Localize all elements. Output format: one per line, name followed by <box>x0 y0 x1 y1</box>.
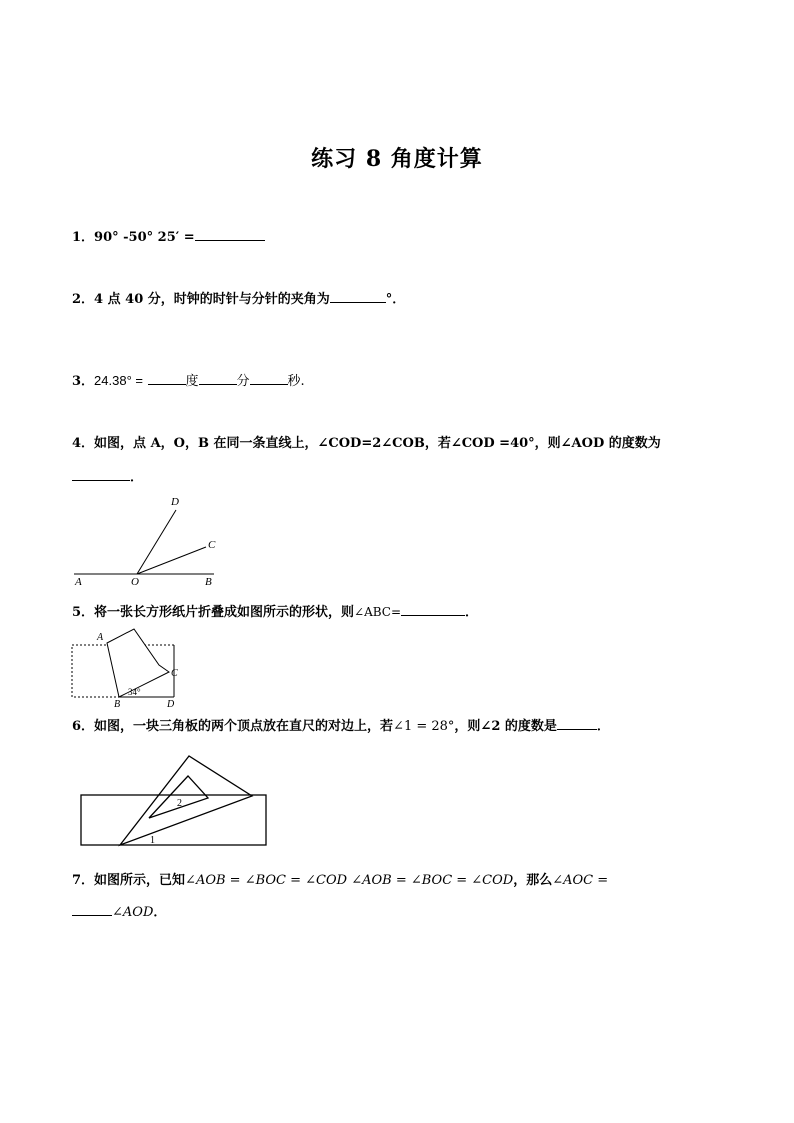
question-6-text: 6．如图，一块三角板的两个顶点放在直尺的对边上，若 <box>72 719 394 734</box>
unit-second: 秒. <box>287 374 305 389</box>
question-2-text: 2．4 点 40 分，时钟的时针与分针的夹角为 <box>72 292 330 307</box>
question-7-angle-aod: ∠AOD <box>112 905 154 920</box>
answer-blank-3-minutes[interactable] <box>199 372 237 385</box>
label-D: D <box>171 496 179 508</box>
answer-blank-1[interactable] <box>195 228 265 241</box>
label-B: B <box>114 699 121 710</box>
answer-blank-6[interactable] <box>557 717 597 730</box>
question-4-answer-line <box>72 468 143 487</box>
angle-1-label: 1 <box>150 835 155 846</box>
question-5-angle: ∠ABC= <box>354 605 402 619</box>
label-D: D <box>167 699 175 710</box>
label-C: C <box>171 668 178 679</box>
answer-blank-7[interactable] <box>72 903 112 916</box>
angle-2-label: 2 <box>177 798 182 809</box>
question-5-suffix: ． <box>465 605 479 620</box>
page-title: 练习 8 角度计算 <box>311 146 483 172</box>
question-7-suffix: ． <box>153 905 167 920</box>
question-6-suffix: ． <box>596 719 610 734</box>
answer-blank-3-seconds[interactable] <box>250 372 288 385</box>
label-O: O <box>131 576 139 588</box>
question-4-suffix: ． <box>130 470 144 485</box>
question-5-text: 5．将一张长方形纸片折叠成如图所示的形状，则 <box>72 605 355 620</box>
question-3 <box>72 372 305 391</box>
label-A: A <box>75 576 82 588</box>
label-B: B <box>205 576 212 588</box>
question-4-text: 4．如图，点 A，O，B 在同一条直线上，∠COD=2∠COB，若∠COD =40°，则∠AOD 的度数为 <box>72 436 661 451</box>
figure-5-folded-paper <box>70 625 190 711</box>
ray-OD <box>137 510 176 574</box>
question-7-answer-line <box>72 903 166 922</box>
figure-6-ruler-triangle <box>78 752 270 850</box>
question-1 <box>72 228 265 247</box>
answer-blank-5[interactable] <box>401 603 465 616</box>
question-3-value: 24.38° = <box>94 373 143 388</box>
question-1-text: 1．90° -50° 25′ = <box>72 230 195 245</box>
question-6-given: ∠1 = 28° <box>393 719 455 734</box>
ruler <box>81 795 266 845</box>
question-2 <box>72 290 405 309</box>
question-7-angle-aoc: ∠AOC = <box>552 873 609 888</box>
answer-blank-4[interactable] <box>72 468 130 481</box>
ray-OC <box>137 547 206 574</box>
figure-4-angle-diagram <box>70 492 230 588</box>
triangle-outer <box>120 756 252 845</box>
answer-blank-2[interactable] <box>330 290 386 303</box>
unit-minute: 分 <box>236 374 250 389</box>
question-7-equation: ∠AOB = ∠BOC = ∠COD ∠AOB = ∠BOC = ∠COD <box>185 873 514 888</box>
question-6 <box>72 717 610 736</box>
question-7 <box>72 872 608 890</box>
question-2-suffix: °． <box>385 292 406 307</box>
angle-label-34: 34° <box>128 687 141 697</box>
question-5 <box>72 603 478 622</box>
unit-degree: 度 <box>185 374 199 389</box>
question-3-number: 3． <box>72 374 95 389</box>
question-6-mid: ，则∠2 的度数是 <box>454 719 557 734</box>
question-7-mid: ，那么 <box>513 873 553 888</box>
answer-blank-3-degrees[interactable] <box>148 372 186 385</box>
question-7-text: 7．如图所示，已知 <box>72 873 186 888</box>
question-4 <box>72 435 661 453</box>
label-C: C <box>208 539 216 551</box>
label-A: A <box>97 632 104 643</box>
